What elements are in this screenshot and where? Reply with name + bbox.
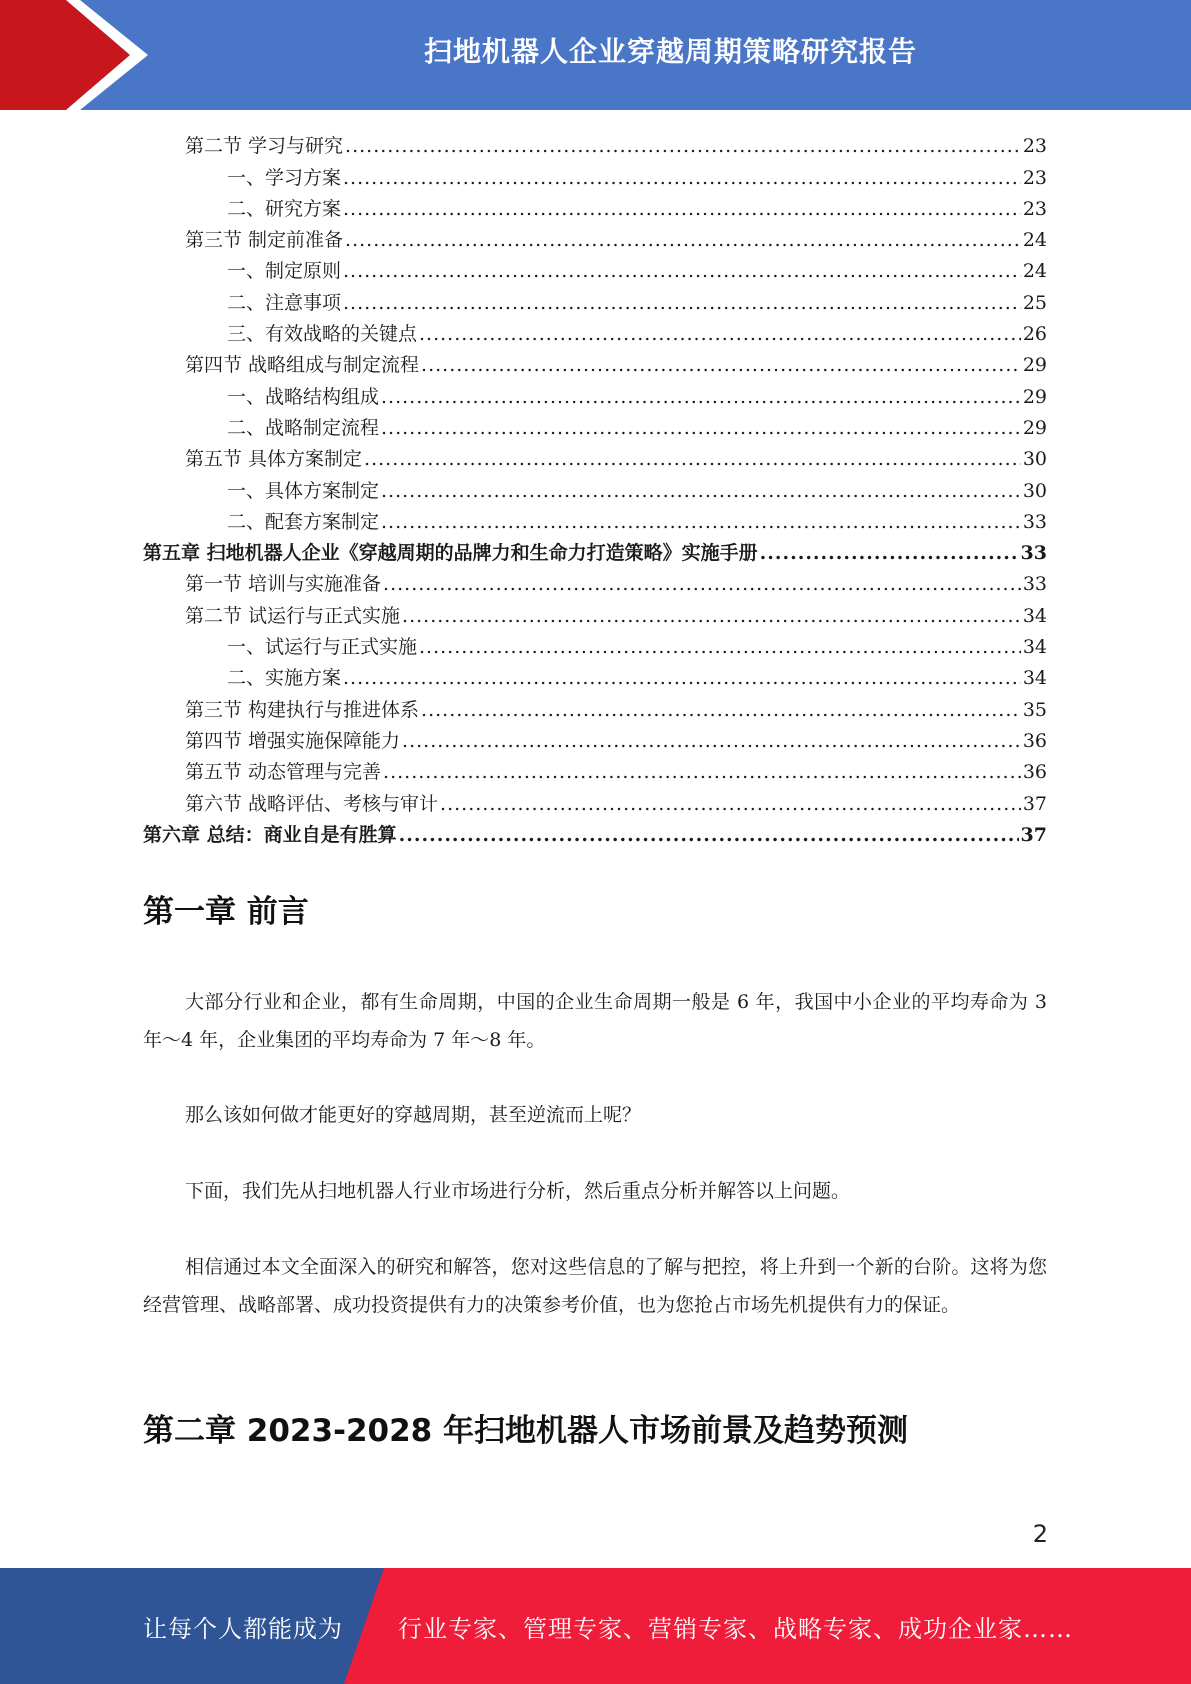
toc-leader-dots [343, 666, 1021, 690]
toc-entry[interactable] [143, 753, 1047, 784]
chapter-heading: 第一章 前言 [143, 894, 309, 930]
toc-entry-page: 30 [1022, 448, 1047, 471]
body-paragraph: 那么该如何做才能更好的穿越周期，甚至逆流而上呢？ [185, 1104, 642, 1126]
toc-entry-title: 第四节 增强实施保障能力 [185, 729, 401, 752]
toc-entry-title: 二、研究方案 [227, 197, 342, 220]
toc-entry-page: 37 [1022, 792, 1047, 815]
toc-entry-page: 35 [1022, 698, 1047, 721]
toc-entry-chapter[interactable] [143, 816, 1047, 847]
toc-entry[interactable] [143, 346, 1047, 377]
toc-entry-title: 第六节 战略评估、考核与审计 [185, 792, 439, 815]
toc-entry-title: 第一节 培训与实施准备 [185, 573, 382, 596]
toc-entry[interactable] [143, 784, 1047, 815]
toc-leader-dots [381, 385, 1021, 409]
toc-entry-page: 34 [1022, 667, 1047, 690]
toc-entry[interactable] [143, 565, 1047, 596]
body-paragraph: 下面，我们先从扫地机器人行业市场进行分析，然后重点分析并解答以上问题。 [185, 1180, 851, 1202]
toc-leader-dots [364, 447, 1021, 471]
page-footer [0, 1568, 1191, 1684]
toc-leader-dots [419, 322, 1021, 346]
toc-leader-dots [383, 572, 1021, 596]
toc-leader-dots [440, 792, 1021, 816]
toc-entry-title: 第四节 战略组成与制定流程 [185, 354, 420, 377]
toc-entry-title: 第六章 总结：商业自是有胜算 [143, 823, 397, 846]
toc-entry-title: 第三节 制定前准备 [185, 229, 344, 252]
toc-entry[interactable] [143, 221, 1047, 252]
toc-leader-dots [419, 635, 1021, 659]
footer-slogan-right: 行业专家、管理专家、营销专家、战略专家、成功企业家…… [398, 1614, 1073, 1643]
toc-entry-page: 23 [1022, 135, 1047, 158]
toc-entry-page: 33 [1022, 573, 1047, 596]
toc-entry-title: 一、具体方案制定 [227, 479, 380, 502]
toc-leader-dots [343, 166, 1021, 190]
toc-leader-dots [402, 604, 1021, 628]
toc-entry-title: 第五节 具体方案制定 [185, 448, 363, 471]
toc-entry[interactable] [143, 283, 1047, 314]
toc-entry[interactable] [143, 315, 1047, 346]
toc-entry-title: 一、战略结构组成 [227, 385, 380, 408]
toc-entry-chapter[interactable] [143, 534, 1047, 565]
toc-entry-title: 二、注意事项 [227, 291, 342, 314]
toc-leader-dots [381, 510, 1021, 534]
toc-entry-page: 34 [1022, 636, 1047, 659]
toc-entry-page: 36 [1022, 729, 1047, 752]
toc-leader-dots [381, 416, 1021, 440]
toc-entry-page: 36 [1022, 761, 1047, 784]
toc-entry-title: 第三节 构建执行与推进体系 [185, 698, 420, 721]
toc-entry[interactable] [143, 628, 1047, 659]
toc-entry[interactable] [143, 471, 1047, 502]
toc-entry-title: 第五章 扫地机器人企业《穿越周期的品牌力和生命力打造策略》实施手册 [143, 542, 758, 565]
toc-leader-dots [421, 353, 1021, 377]
toc-entry-page: 33 [1020, 542, 1047, 565]
toc-entry-title: 二、战略制定流程 [227, 416, 380, 439]
table-of-contents [143, 127, 1047, 847]
page-header [0, 0, 1191, 110]
toc-entry-page: 30 [1022, 479, 1047, 502]
footer-slogan-left: 让每个人都能成为 [143, 1614, 343, 1643]
header-title: 扫地机器人企业穿越周期策略研究报告 [423, 35, 917, 68]
toc-entry-page: 33 [1022, 510, 1047, 533]
body-paragraph: 相信通过本文全面深入的研究和解答，您对这些信息的了解与把控，将上升到一个新的台阶。这将为您经营管理、战略部署、成功投资提供有力的决策参考价值，也为您抢占市场先机提供有力的保证。 [143, 1256, 1047, 1316]
toc-entry-title: 一、制定原则 [227, 260, 342, 283]
toc-entry-title: 第五节 动态管理与完善 [185, 761, 382, 784]
toc-entry-page: 24 [1022, 260, 1047, 283]
toc-entry-page: 26 [1022, 323, 1047, 346]
toc-entry[interactable] [143, 190, 1047, 221]
toc-entry-title: 二、实施方案 [227, 667, 342, 690]
toc-entry-page: 29 [1022, 385, 1047, 408]
toc-leader-dots [399, 823, 1019, 847]
toc-leader-dots [381, 479, 1021, 503]
toc-entry-title: 第二节 学习与研究 [185, 135, 344, 158]
toc-leader-dots [345, 228, 1021, 252]
toc-entry-title: 一、试运行与正式实施 [227, 636, 418, 659]
toc-leader-dots [421, 698, 1021, 722]
toc-leader-dots [760, 541, 1019, 565]
toc-entry[interactable] [143, 440, 1047, 471]
toc-entry-page: 29 [1022, 416, 1047, 439]
toc-leader-dots [343, 291, 1021, 315]
toc-entry[interactable] [143, 409, 1047, 440]
toc-leader-dots [343, 197, 1021, 221]
toc-entry[interactable] [143, 659, 1047, 690]
toc-entry[interactable] [143, 503, 1047, 534]
toc-entry[interactable] [143, 127, 1047, 158]
toc-leader-dots [402, 729, 1021, 753]
toc-entry-page: 23 [1022, 166, 1047, 189]
toc-entry[interactable] [143, 158, 1047, 189]
toc-entry-page: 29 [1022, 354, 1047, 377]
page-number: 2 [1032, 1520, 1048, 1548]
body-paragraph: 大部分行业和企业，都有生命周期，中国的企业生命周期一般是 6 年，我国中小企业的平均寿命为 3 年～4 年，企业集团的平均寿命为 7 年～8 年。 [143, 991, 1047, 1051]
toc-entry-page: 37 [1020, 823, 1047, 846]
toc-entry[interactable] [143, 722, 1047, 753]
toc-leader-dots [345, 134, 1021, 158]
toc-leader-dots [383, 760, 1021, 784]
toc-entry-title: 三、有效战略的关键点 [227, 323, 418, 346]
toc-entry-page: 24 [1022, 229, 1047, 252]
toc-entry[interactable] [143, 690, 1047, 721]
toc-entry[interactable] [143, 596, 1047, 627]
toc-entry-page: 25 [1022, 291, 1047, 314]
toc-entry-page: 23 [1022, 197, 1047, 220]
toc-leader-dots [343, 259, 1021, 283]
toc-entry-title: 第二节 试运行与正式实施 [185, 604, 401, 627]
toc-entry-page: 34 [1022, 604, 1047, 627]
toc-entry-title: 二、配套方案制定 [227, 510, 380, 533]
toc-entry-title: 一、学习方案 [227, 166, 342, 189]
toc-entry[interactable] [143, 377, 1047, 408]
chapter-heading: 第二章 2023-2028 年扫地机器人市场前景及趋势预测 [143, 1413, 909, 1449]
toc-entry[interactable] [143, 252, 1047, 283]
